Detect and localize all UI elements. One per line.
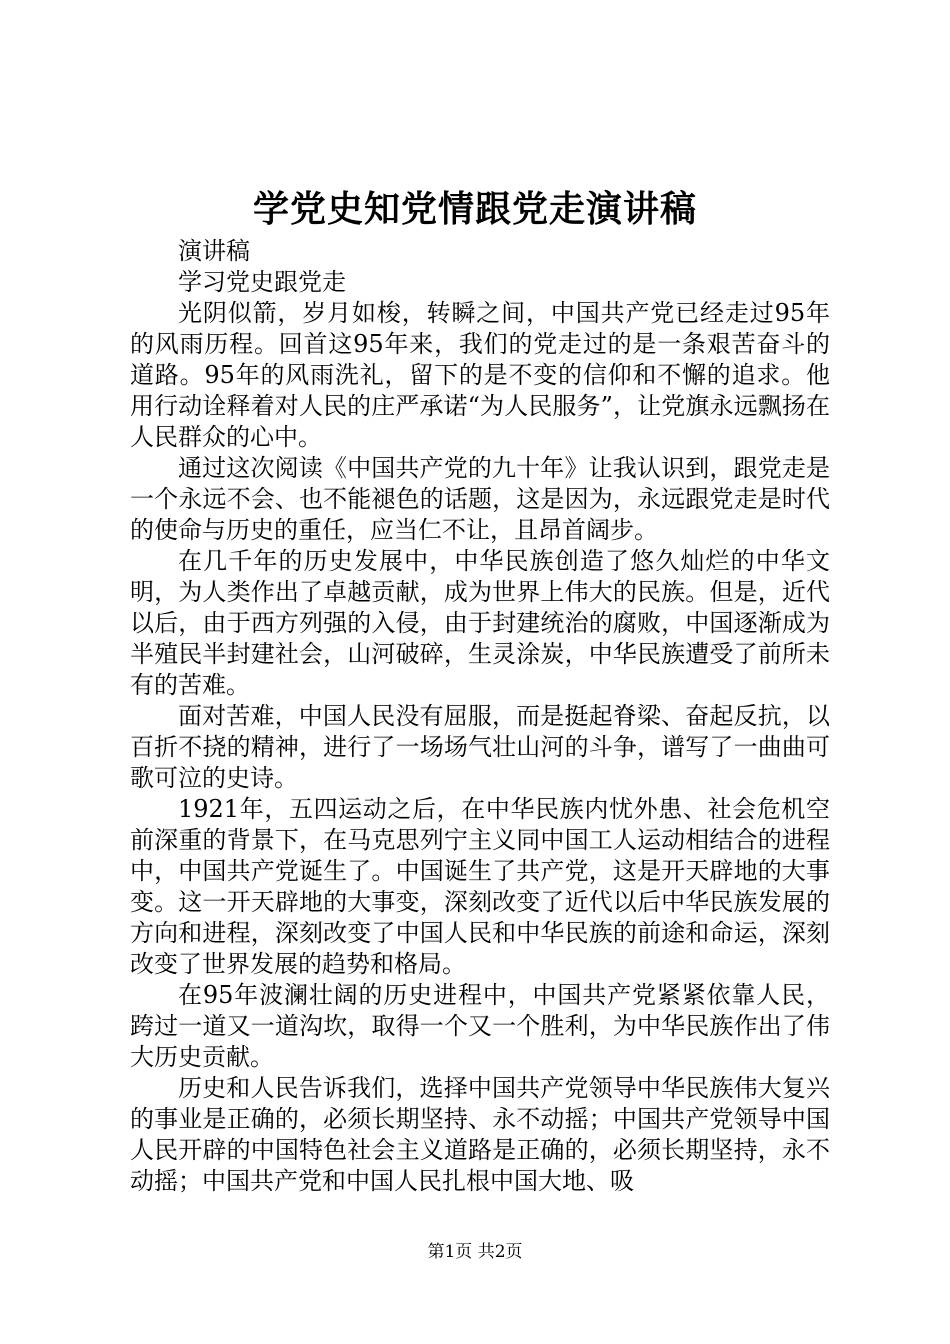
paragraph: 光阴似箭，岁月如梭，转瞬之间，中国共产党已经走过95年的风雨历程。回首这95年来，我们的党走过的是一条艰苦奋斗的道路。95年的风雨洗礼，留下的是不变的信仰和不懈的追求。他用行动诠释着对人民的庄严承诺“为人民服务”，让党旗永远飘扬在人民群众的心中。 — [130, 299, 830, 451]
document-body — [130, 236, 830, 1197]
page-number: 第1页 共2页 — [427, 1242, 523, 1262]
paragraph-subheading: 学习党史跟党走 — [178, 268, 346, 296]
paragraph-heading: 演讲稿 — [178, 237, 250, 265]
paragraph: 通过这次阅读《中国共产党的九十年》让我认识到，跟党走是一个永远不会、也不能褪色的话题，这是因为，永远跟党走是时代的使命与历史的重任，应当仁不让，且昂首阔步。 — [130, 454, 830, 544]
paragraph: 在95年波澜壮阔的历史进程中，中国共产党紧紧依靠人民，跨过一道又一道沟坎，取得一个又一个胜利，为中华民族作出了伟大历史贡献。 — [130, 981, 830, 1071]
paragraph: 历史和人民告诉我们，选择中国共产党领导中华民族伟大复兴的事业是正确的，必须长期坚持、永不动摇；中国共产党领导中国人民开辟的中国特色社会主义道路是正确的，必须长期坚持，永不动摇；中国共产党和中国人民扎根中国大地、吸 — [130, 1074, 830, 1195]
paragraph: 1921年，五四运动之后，在中华民族内忧外患、社会危机空前深重的背景下，在马克思列宁主义同中国工人运动相结合的进程中，中国共产党诞生了。中国诞生了共产党，这是开天辟地的大事变。这一开天辟地的大事变，深刻改变了近代以后中华民族发展的方向和进程，深刻改变了中国人民和中华民族的前途和命运，深刻改变了世界发展的趋势和格局。 — [130, 795, 830, 978]
paragraph: 在几千年的历史发展中，中华民族创造了悠久灿烂的中华文明，为人类作出了卓越贡献，成为世界上伟大的民族。但是，近代以后，由于西方列强的入侵，由于封建统治的腐败，中国逐渐成为半殖民半封建社会，山河破碎，生灵涂炭，中华民族遭受了前所未有的苦难。 — [130, 547, 830, 699]
document-title: 学党史知党情跟党走演讲稿 — [252, 188, 697, 230]
paragraph: 面对苦难，中国人民没有屈服，而是挺起脊梁、奋起反抗，以百折不挠的精神，进行了一场场气壮山河的斗争，谱写了一曲曲可歌可泣的史诗。 — [130, 702, 830, 792]
